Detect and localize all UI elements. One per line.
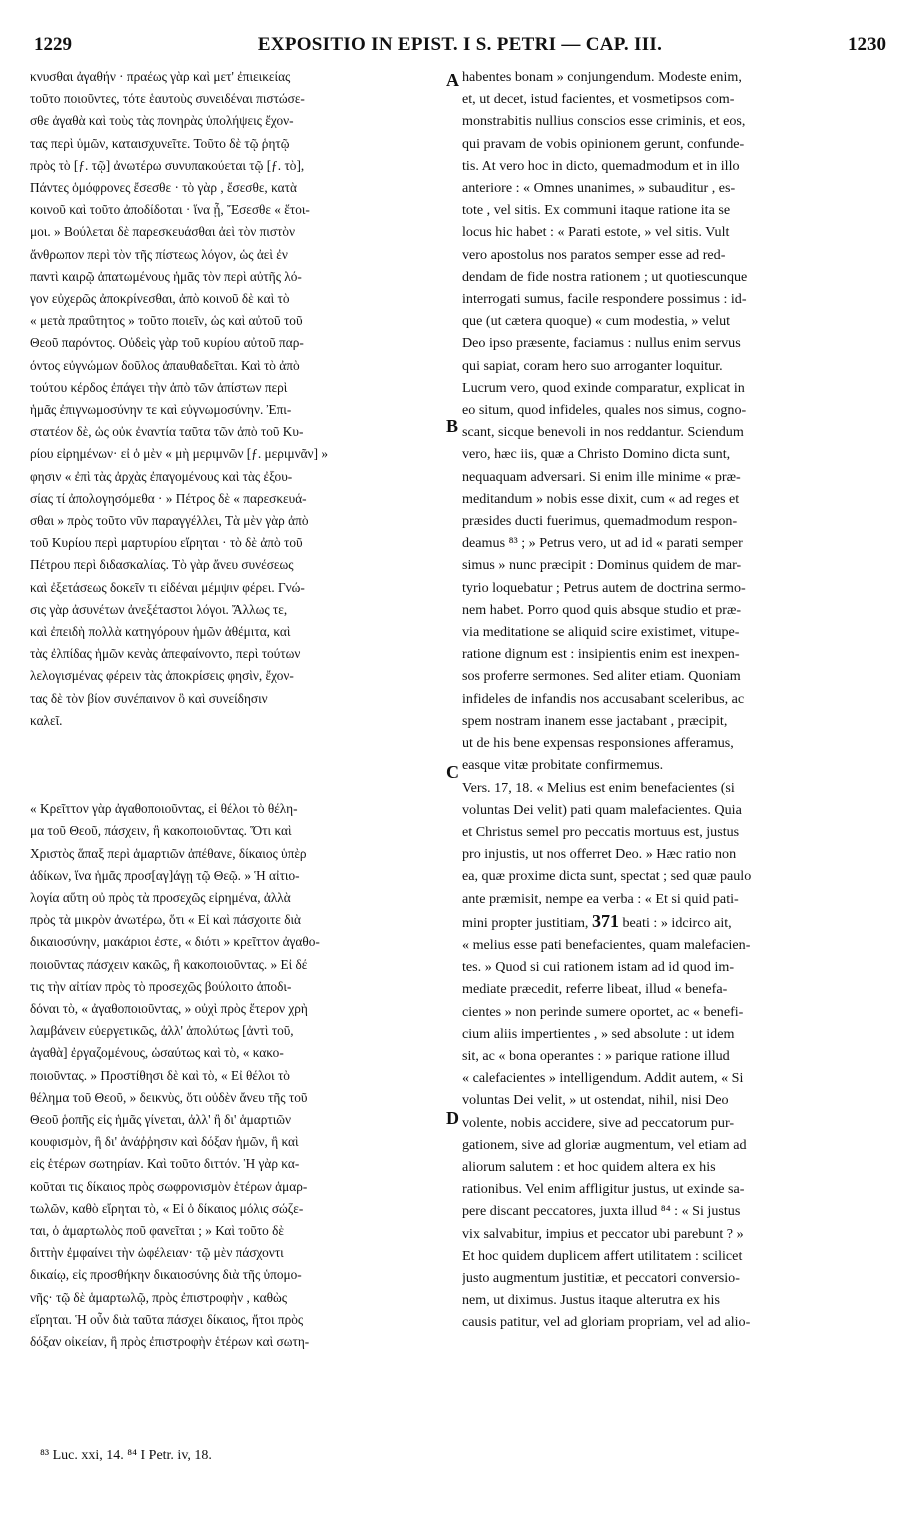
text-line: dendam de fide nostra rationem ; ut quotiescunque [462,268,748,285]
text-line: locus hic habet : « Parati estote, » vel sitis. Vult [462,224,730,241]
latin-column [462,66,890,1334]
text-line: όντος εὐγνώμων δοῦλος ἀπαυθαδεῖται. Καὶ τὸ ἀπὸ [30,357,300,373]
text-line: « melius esse pati benefacientes, quam malefacien- [462,936,751,953]
text-line: præsides ducti fuerimus, quemadmodum respon- [462,513,738,530]
page-header [34,34,886,64]
text-line: nequaquam adversari. Si enim ille minime « præ- [462,468,741,485]
text-line: Θεοῦ παρόντος. Οὐδεὶς γὰρ τοῦ κυρίου αὐτοῦ παρ- [30,335,304,351]
text-line: rationibus. Vel enim affligitur justus, ut exinde sa- [462,1181,745,1198]
text-fragment: beati : » idcirco ait, [618,914,732,931]
text-line: ἡμᾶς ἐπιγνωμοσύνην τε καὶ εὐγνωμοσύνην. Ἐπι- [30,402,292,418]
text-line: θέλημα τοῦ Θεοῦ, » δεικνὺς, ὅτι οὐδὲν ἄνευ τῆς τοῦ [30,1089,308,1105]
page-number-left: 1229 [34,34,72,55]
text-line: mediate præcedit, referre libeat, illud « benefa- [462,981,728,998]
text-line: ratione dignum est : insipientis enim est inexpen- [462,646,740,663]
text-line: κουφισμὸν, ἢ δι' ἀνάῤῥησιν καὶ δόξαν ἡμῶν, ἢ καὶ [30,1134,299,1150]
text-line: τας περὶ ὑμῶν, καταισχυνεῖτε. Τοῦτο δὲ τῷ ῥητῷ [30,135,290,151]
section-marker-b: B [446,416,459,436]
footnotes: ⁸³ Luc. xxi, 14. ⁸⁴ I Petr. iv, 18. [40,1448,212,1463]
text-line: σθαι » πρὸς τοῦτο νῦν παραγγέλλει, Τὰ μὲν γὰρ ἀπὸ [30,513,309,529]
text-line: γον εὐχερῶς ἀποκρίνεσθαι, ἀπὸ κοινοῦ δὲ καὶ τὸ [30,291,290,307]
text-line: σθε ἀγαθὰ καὶ τοὺς τὰς πονηρὰς ὑπολήψεις ἔχον- [30,113,294,129]
text-line: δόναι τὸ, « ἀγαθοποιοῦντας, » οὐχὶ πρὸς ἕτερον χρὴ [30,1000,308,1016]
text-line: qui pravam de vobis opinionem gerunt, confunde- [462,135,745,152]
text-line: tote , vel sitis. Ex communi itaque ratione ita se [462,202,731,219]
text-line: κοινοῦ καὶ τοῦτο ἀποδίδοται · ἵνα ᾖ, Ἔσεσθε « ἕτοι- [30,202,310,218]
text-line: εἴρηται. Ἡ οὖν διὰ ταῦτα πάσχει δίκαιος, ἤτοι πρὸς [30,1311,304,1327]
section-marker-c: C [446,762,459,782]
text-line: pere discant peccatores, juxta illud ⁸⁴ : « Si justus [462,1203,741,1220]
text-line: διττὴν ἐμφαίνει τὴν ὠφέλειαν· τῷ μὲν πάσχοντι [30,1245,284,1261]
text-line: vix salvabitur, impius et peccator ubi parebunt ? » [462,1225,744,1242]
section-marker-a: A [446,70,459,90]
text-line: vero apostolus nos paratos semper esse ad red- [462,246,726,263]
text-line: volente, nobis accidere, sive ad peccatorum pur- [462,1114,735,1131]
text-line: eo situm, quod infideles, quales nos simus, cogno- [462,402,747,419]
text-line: δικαίῳ, εἰς προσθήκην δικαιοσύνης διὰ τῆς ὑπομο- [30,1267,302,1283]
text-line: tyrio loquebatur ; Petrus autem de doctrina sermo- [462,579,746,596]
text-line: τὰς ἐλπίδας ἡμῶν κενὰς ἀπεφαίνοντο, περὶ τούτων [30,646,301,662]
text-line: « Κρεῖττον γὰρ ἀγαθοποιοῦντας, εἰ θέλοι τὸ θέλη- [30,801,298,817]
text-line: simus » nunc præcipit : Dominus quidem de mar- [462,557,742,574]
text-line: ut de his bene expensas responsiones afferamus, [462,735,734,752]
text-line: πρὸς τὰ μικρὸν ἀνωτέρω, ὅτι « Εἰ καὶ πάσχοιτε διὰ [30,912,302,928]
text-line: interrogati sumus, facile respondere possimus : id- [462,291,747,308]
text-line: tis. At vero hoc in dicto, quemadmodum et in illo [462,157,740,174]
text-line: ante præmisit, nempe ea verba : « Et si quid pati- [462,890,739,907]
text-line: Χριστὸς ἅπαξ περὶ ἁμαρτιῶν ἀπέθανε, δίκαιος ὑπὲρ [30,845,307,861]
text-line: via meditatione se aliquid scire existimet, vitupe- [462,624,740,641]
text-line: voluntas Dei velit, » ut ostendat, nihil, nisi Deo [462,1092,729,1109]
text-line: Deo ipso præsente, faciamus : nullus enim servus [462,335,741,352]
text-line: anteriore : « Omnes unanimes, » subauditur , es- [462,180,736,197]
text-line: ποιοῦντας πάσχειν κακῶς, ἢ κακοποιοῦντας. » Εἰ δέ [30,956,308,972]
text-line: cium aliis impertientes , » sed absolute : ut idem [462,1025,735,1042]
text-line: λαμβάνειν εὐεργετικῶς, ἀλλ' ἀπολύτως [ἀντὶ τοῦ, [30,1023,294,1039]
text-line: habentes bonam » conjungendum. Modeste enim, [462,69,742,85]
text-line: μα τοῦ Θεοῦ, πάσχειν, ἢ κακοποιοῦντας. Ὅτι καὶ [30,823,292,839]
text-line: ρίου εἰρημένων· εἰ ὁ μὲν « μὴ μεριμνῶν [ƒ. μεριμνᾶν] » [30,446,328,462]
text-line: Et hoc quidem duplicem affert utilitatem : scilicet [462,1247,743,1264]
text-line: « calefacientes » intelligendum. Addit autem, « Si [462,1070,744,1087]
text-line: πρὸς τὸ [ƒ. τῷ] ἀνωτέρω συνυπακούεται τῷ [ƒ. τὸ], [30,157,305,173]
text-line: κνυσθαι ἀγαθήν · πραέως γὰρ καὶ μετ' ἐπιεικείας [30,69,291,84]
text-line: εἰς ἑτέρων σωτηρίαν. Καὶ τοῦτο διττόν. Ἡ γὰρ κα- [30,1156,300,1172]
text-line: tes. » Quod si cui rationem istam ad id quod im- [462,959,735,976]
text-line: que (ut cætera quoque) « cum modestia, » velut [462,313,731,330]
text-line: Πάντες ὁμόφρονες ἔσεσθε · τὸ γὰρ , ἔσεσθε, κατὰ [30,180,297,196]
greek-column [30,66,440,1353]
text-line: φησιν « ἐπὶ τὰς ἀρχὰς ἐπαγομένους καὶ τὰς ἐξου- [30,468,293,484]
text-line: λογία αὕτη οὐ πρὸς τὰ προσεχῶς εἰρημένα, ἀλλὰ [30,889,291,905]
text-line: στατέον δὲ, ὡς οὐκ ἐναντία ταῦτα τῶν ἀπὸ τοῦ Κυ- [30,424,304,440]
text-line: Θεοῦ ῥοπῆς εἰς ἡμᾶς γίνεται, ἀλλ' ἢ δι' ἁμαρτιῶν [30,1111,292,1127]
text-line: ἀδίκων, ἵνα ἡμᾶς προσ[αγ]άγῃ τῷ Θεῷ. » Ἡ αἰτιο- [30,867,300,883]
text-line: παντὶ καιρῷ ἀπατωμένους ἡμᾶς τὸν περὶ αὐτῆς λό- [30,268,302,284]
text-line: nem, ut diximus. Justus itaque alterutra ex his [462,1292,720,1309]
text-line: τοῦτο ποιοῦντες, τότε ἑαυτοὺς συνειδέναι πιστώσε- [30,91,305,107]
text-line: cientes » non perinde sumere oportet, ac « benefi- [462,1003,744,1020]
text-line: « μετὰ πραΰτητος » τοῦτο ποιεῖν, ὡς καὶ αὐτοῦ τοῦ [30,313,303,329]
text-line: et, ut decet, istud facientes, et vosmetipsos com- [462,91,735,108]
text-line: justo augmentum justitiæ, et peccatori conversio- [462,1269,740,1286]
text-line: vero, hæc iis, quæ a Christo Domino dicta sunt, [462,446,731,463]
text-line: λελογισμένας φέρειν τὰς ἀποκρίσεις φησὶν, ἔχον- [30,668,294,684]
text-line: καὶ ἐπειδὴ πολλὰ κατηγόρουν ἡμῶν ἀθέμιτα, καὶ [30,624,291,640]
text-line: meditandum » nobis esse dixit, cum « ad reges et [462,490,740,507]
text-line: κοῦται τις δίκαιος πρὸς σωφρονισμὸν ἑτέρων ἁμαρ- [30,1178,308,1194]
text-line [462,910,890,934]
text-line: nem habet. Porro quod quis absque studio et præ- [462,601,742,618]
text-line: τοῦ Κυρίου περὶ μαρτυρίου εἴρηται · τὸ δὲ ἀπὸ τοῦ [30,535,303,551]
text-line: τωλῶν, καθὸ εἴρηται τὸ, « Εἰ ὁ δίκαιος μόλις σώζε- [30,1200,304,1216]
page-number-right: 1230 [848,34,886,55]
text-line: infideles de infandis nos accusabant sceleribus, ac [462,690,745,707]
column-number: 371 [591,910,619,931]
text-line: gationem, sive ad gloriæ augmentum, vel etiam ad [462,1136,747,1153]
text-line: spem nostram inanem esse jactabant , præcipit, [462,712,728,729]
text-line: Vers. 17, 18. « Melius est enim benefacientes (si [462,779,735,796]
text-line: Πέτρου περὶ διδασκαλίας. Τὸ γὰρ ἄνευ συνέσεως [30,557,294,573]
text-line: τις τὴν αἰτίαν πρὸς τὸ προσεχῶς βούλοιτο ἀποδι- [30,978,292,994]
text-line: causis patitur, vel ad gloriam propriam, vel ad alio- [462,1314,751,1331]
text-line: scant, sicque benevoli in nos reddantur. Sciendum [462,424,744,441]
text-line: καλεῖ. [30,712,63,728]
text-line: ea, quæ proxime dicta sunt, spectat ; sed quæ paulo [462,868,752,885]
running-title: EXPOSITIO IN EPIST. I S. PETRI — CAP. III. [257,34,663,55]
text-line: deamus ⁸³ ; » Petrus vero, ut ad id « parati semper [462,535,743,552]
text-line: μοι. » Βούλεται δὲ παρεσκευάσθαι ἀεὶ τὸν πιστὸν [30,224,296,240]
text-line: Lucrum vero, quod exinde comparatur, explicat in [462,379,745,396]
text-line: et Christus semel pro peccatis mortuus est, justus [462,823,740,840]
text-line: δικαιοσύνην, μακάριοι ἐστε, « διότι » κρεῖττον ἀγαθο- [30,934,320,950]
text-line: καὶ ἐξετάσεως δοκεῖν τι εἰδέναι μέμψιν φέρει. Γνώ- [30,579,305,595]
text-line: voluntas Dei velit) pati quam malefacientes. Quia [462,801,742,818]
text-fragment: mini propter justitiam, [462,914,592,931]
text-line: pro injustis, ut nos offerret Deo. » Hæc ratio non [462,846,737,863]
text-line: aliorum salutem : et hoc quidem altera ex his [462,1158,716,1175]
text-line: σις γὰρ ἀσυνέτων ἀνεξέταστοι λόγοι. Ἄλλως τε, [30,601,288,617]
text-line: νῆς· τῷ δὲ ἁμαρτωλῷ, πρὸς ἐπιστροφὴν , καθὼς [30,1289,288,1305]
text-line: τούτου κέρδος ἐπάγει τὴν ἀπὸ τῶν ἀπίστων περὶ [30,379,288,395]
paragraph-gap [30,732,440,798]
text-line: τας δὲ τὸν βίον συνέπαινον ὃ καὶ συνείδησιν [30,690,268,706]
text-line: δόξαν οἰκείαν, ἢ πρὸς ἐπιστροφὴν ἑτέρων καὶ σωτη- [30,1333,310,1349]
text-line: ται, ὁ ἁμαρτωλὸς ποῦ φανεῖται ; » Καὶ τοῦτο δὲ [30,1222,284,1238]
text-line: ἀγαθὰ] ἐργαζομένους, ὡσαύτως καὶ τὸ, « κακο- [30,1045,284,1061]
section-marker-d: D [446,1108,459,1128]
text-line: qui sapiat, coram hero suo arroganter loquitur. [462,357,723,374]
text-line: sit, ac « bona operantes : » parique ratione illud [462,1047,730,1064]
text-line: easque vitæ probitate confirmemus. [462,757,664,774]
text-line: monstrabitis nullius conscios esse criminis, et eos, [462,113,746,130]
text-line: ποιοῦντας. » Προστίθησι δὲ καὶ τὸ, « Εἰ θέλοι τὸ [30,1067,290,1083]
text-line: ἄνθρωπον περὶ τὸν τῆς πίστεως λόγον, ὡς ἀεὶ ἐν [30,246,288,262]
text-line: sos proferre sermones. Sed aliter etiam. Quoniam [462,668,741,685]
text-line: σίας τί ἀπολογησόμεθα · » Πέτρος δὲ « παρεσκευά- [30,490,307,506]
